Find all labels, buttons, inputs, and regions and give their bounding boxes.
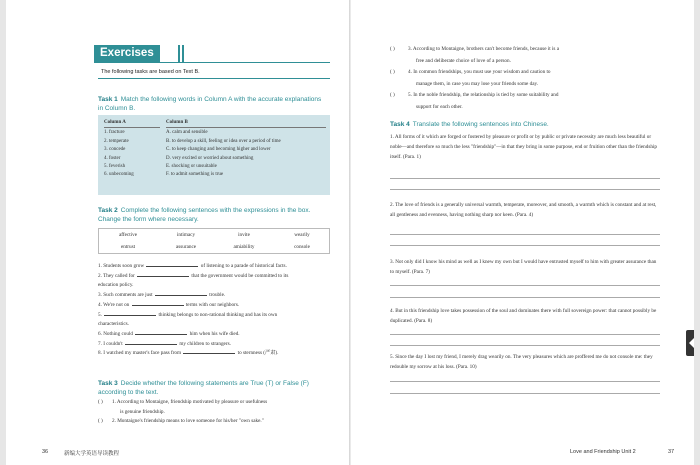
answer-line[interactable] [390, 245, 660, 246]
sentence: 5. thinking belongs to non-rational thinking and has its own [98, 311, 278, 318]
sentence: 8. I watched my master's face pass from to sternness (严肃). [98, 350, 279, 357]
word-item: invite [238, 232, 250, 238]
column-b-item: F. to admit something is true [166, 172, 224, 178]
answer-blank[interactable] [137, 276, 189, 277]
based-on-note: The following tasks are based on Text B. [98, 66, 330, 79]
answer-line[interactable] [390, 189, 660, 190]
task4-heading [390, 121, 660, 130]
column-b-item: E. shocking or unsuitable [166, 164, 217, 170]
word-item: console [294, 244, 310, 250]
answer-parentheses[interactable]: ( ) [98, 418, 103, 425]
column-a-item: 4. foster [104, 155, 121, 161]
translation-item: 2. The love of friends is a generally universal warmth, temperate, moreover, and smooth, a warmth which is constant and at rest, all gentleness and evenness, having nothing sharp nor keen. (Para. 4) [390, 202, 657, 218]
answer-line[interactable] [390, 297, 660, 298]
left-page [6, 0, 350, 465]
sentence: 3. Such comments are just trouble. [98, 292, 226, 299]
task4-label: Task 4 [390, 121, 410, 128]
translation-item: 1. All forms of it which are forged or fostered by pleasure or profit or by public or private necessity are much less beautiful or noble—and therefore so much the less "friendship"—in that they bring in some purpose, end or fruition other than the friendship itself. (Para. 1) [390, 134, 658, 160]
exercises-heading: Exercises [94, 45, 160, 62]
book-spread [6, 0, 694, 465]
sentence: 1. Students soon grow of listening to a parade of historical facts. [98, 263, 287, 269]
word-item: entrust [120, 244, 136, 250]
task2-title: Complete the following sentences with the expressions in the box. Change the form where necessary. [98, 207, 311, 223]
answer-parentheses[interactable]: ( ) [390, 69, 395, 75]
task4-title: Translate the following sentences into Chinese. [412, 121, 549, 128]
page-turn-arrow-icon[interactable] [686, 330, 694, 356]
answer-parentheses[interactable]: ( ) [98, 399, 103, 405]
word-item: wearily [294, 232, 310, 238]
column-b-item: A. calm and sensible [166, 130, 208, 136]
column-b-item: D. very excited or worried about something [166, 155, 254, 161]
word-item: intimacy [176, 232, 196, 238]
tf-statement: ( ) 1. According to Montaigne, friendship motivated by pleasure or usefulness [98, 398, 334, 408]
tf-statement-cont: manage them, in case you may lose your friends some day. [416, 80, 539, 87]
task1-title: Match the following words in Column A with the accurate explanations in Column B. [98, 96, 322, 112]
column-b-header: Column B [166, 119, 326, 128]
word-item: amiability [233, 244, 255, 250]
answer-line[interactable] [390, 178, 660, 179]
sentence: 7. I couldn't my children to strangers. [98, 340, 231, 347]
word-item: affective [118, 232, 138, 238]
answer-blank[interactable] [146, 266, 198, 267]
answer-line[interactable] [390, 285, 660, 286]
heading-bars-decoration [178, 45, 186, 62]
task3-heading [98, 380, 328, 397]
sentence: 2. They called for that the government would be committed to its [98, 272, 289, 279]
column-a-header: Column A [104, 119, 160, 128]
sentence: 6. Nothing could him when his wife died. [98, 330, 240, 337]
answer-line[interactable] [390, 234, 660, 235]
answer-line[interactable] [390, 381, 660, 382]
tf-statement-cont: support for each other. [416, 103, 463, 110]
answer-blank[interactable] [135, 334, 187, 335]
column-a-item: 2. temperate [104, 138, 129, 144]
task2-heading [98, 207, 328, 224]
answer-blank[interactable] [132, 305, 184, 306]
answer-blank[interactable] [104, 315, 156, 316]
column-a-item: 1. fracture [104, 130, 125, 136]
column-a-item: 3. concede [104, 147, 126, 153]
column-a [104, 119, 160, 180]
column-a-item: 6. unbecoming [104, 172, 134, 178]
task2-label: Task 2 [98, 207, 118, 214]
translation-item: 3. Not only did I know his mind as well as I knew my own but I would have entrusted myself to him with greater assurance than to myself. (Para. 7) [390, 259, 657, 275]
tf-statement: ( ) 5. In the noble friendship, the relationship is tied by some suitability and [390, 90, 660, 102]
right-running-title: Love and Friendship Unit 2 [570, 449, 636, 455]
left-running-title: 新编大学英语导读教程 [64, 451, 120, 457]
fill-in-sentences [98, 262, 334, 359]
tf-statement: ( ) 2. Montaigne's friendship means to love someone for his/her "own sake." [98, 417, 334, 427]
task1-label: Task 1 [98, 96, 118, 103]
translation-item: 5. Since the day I lost my friend, I merely drag wearily on. The very pleasures which are proffered me do not console me: they redouble my sorrow at his loss. (Para. 10) [390, 354, 653, 370]
task3-title: Decide whether the following statements are True (T) or False (F) according to the text. [98, 380, 309, 396]
translation-item: 4. But in this friendship love takes possession of the soul and dominates there with full sovereign power: that cannot possibly be duplicated. (Para. 8) [390, 308, 657, 324]
answer-blank[interactable] [155, 295, 207, 296]
answer-line[interactable] [390, 393, 660, 394]
sentence: education policy. [98, 282, 134, 289]
word-box [98, 228, 330, 254]
answer-line[interactable] [390, 334, 660, 335]
tf-statement-cont: is genuine friendship. [120, 408, 165, 415]
right-page [350, 0, 694, 465]
task3-label: Task 3 [98, 380, 118, 387]
tf-statement: ( ) 3. According to Montaigne, brothers can't become friends, because it is a [390, 44, 660, 56]
true-false-list [98, 398, 334, 427]
sentence: characteristics. [98, 321, 129, 328]
column-b [166, 119, 326, 180]
column-b-item: B. to develop a skill, feeling or idea over a period of time [166, 138, 281, 144]
answer-blank[interactable] [183, 353, 235, 354]
sentence: 4. We're not on terms with our neighbors. [98, 301, 240, 308]
matching-table [98, 115, 330, 195]
true-false-list-continued [390, 44, 660, 113]
answer-parentheses[interactable]: ( ) [390, 46, 395, 52]
tf-statement-cont: free and deliberate choice of love of a person. [416, 57, 511, 64]
column-b-item: C. to keep changing and becoming higher and lower [166, 147, 271, 153]
word-item: assurance [175, 244, 197, 250]
tf-statement: ( ) 4. In common friendships, you must use your wisdom and caution to [390, 67, 660, 79]
task1-heading [98, 96, 328, 113]
left-page-number: 36 [42, 449, 49, 455]
column-a-item: 5. feverish [104, 164, 126, 170]
right-page-number: 37 [668, 449, 675, 455]
answer-parentheses[interactable]: ( ) [390, 92, 395, 98]
answer-line[interactable] [390, 345, 660, 346]
answer-blank[interactable] [125, 344, 177, 345]
heading-rule [94, 62, 330, 63]
